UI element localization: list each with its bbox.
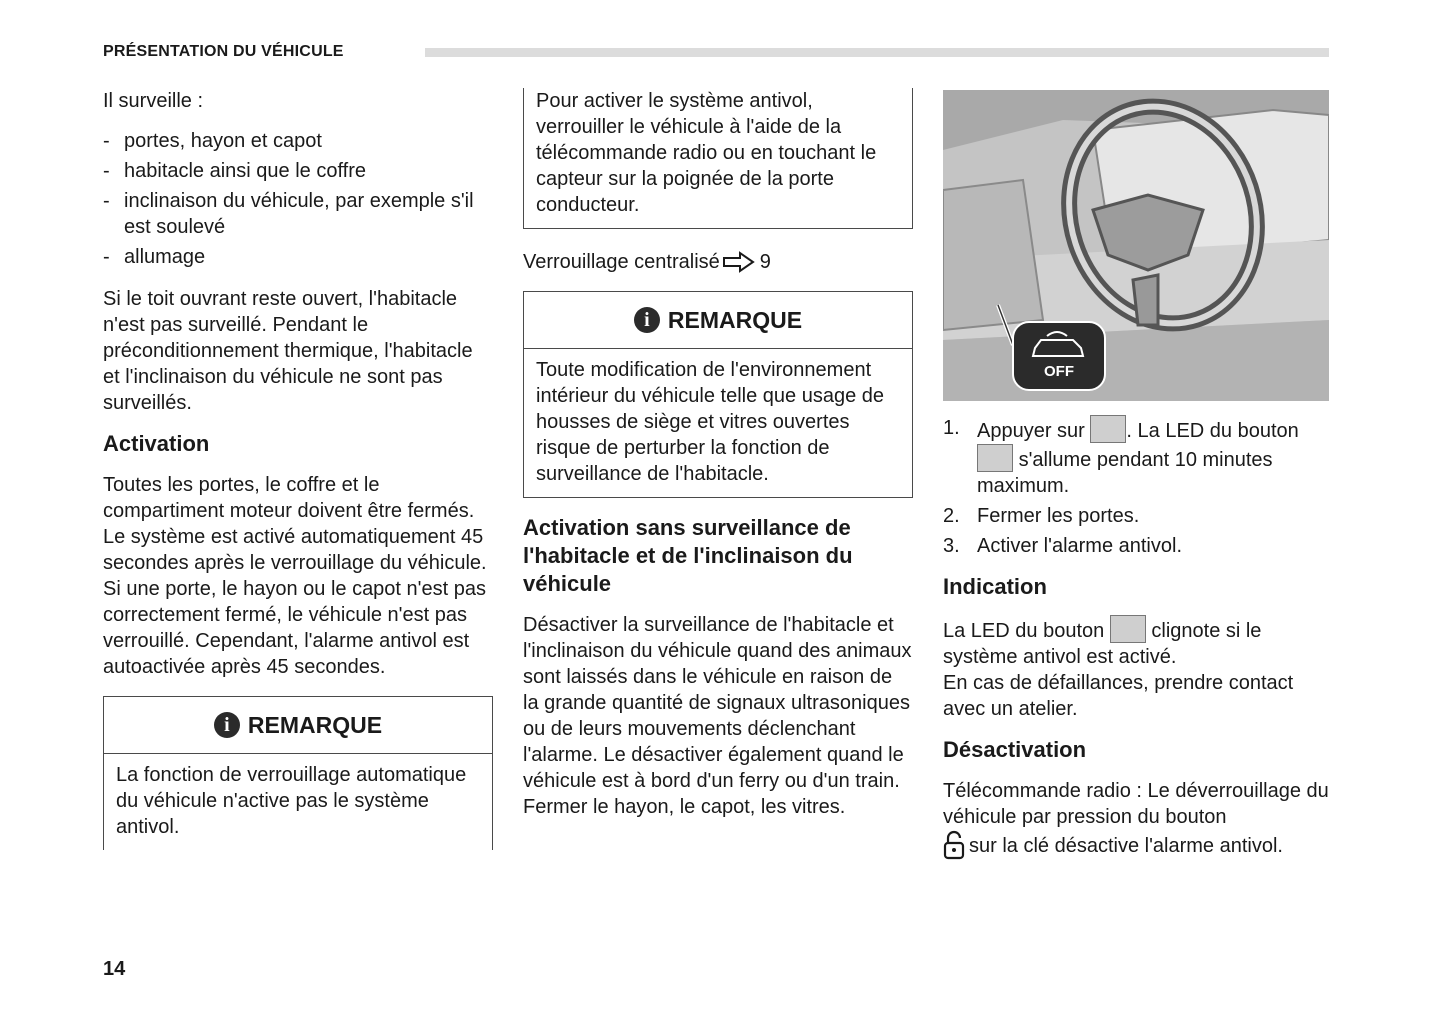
arrow-right-icon [722,250,756,274]
indication-text: La LED du bouton [943,620,1105,642]
indication-text: clignote si le système antivol est activé. [943,620,1262,668]
note-header [104,697,492,754]
column-2 [523,88,913,820]
deactivation-paragraph: Désactiver la surveillance de l'habitacle et l'inclinaison du véhicule quand des animaux sont laissés dans le véhicule en raison de la grande quantité de signaux ultrasoniques ou de leurs mouvements déclenchant l'alarme. Le désactiver également quand le véhicule est à bord d'un ferry ou d'un train. Fermer le hayon, le capot, les vitres. [523,614,912,818]
list-item [943,533,1333,559]
note-body: La fonction de verrouillage automatique du véhicule n'active pas le système antivol. [116,764,467,838]
indication-paragraph [943,615,1333,670]
list-item: - habitacle ainsi que le coffre [103,158,493,184]
dashboard-illustration [943,90,1329,401]
list-item [943,415,1333,499]
deactivation-text: sur la clé désactive l'alarme antivol. [969,835,1283,857]
note-header [524,292,912,349]
note-title: REMARQUE [667,307,803,333]
photo-button-label: OFF [1044,363,1074,380]
note-continued-text: Pour activer le système antivol, verrouiller le véhicule à l'aide de la télécommande radio ou en touchant le capteur sur la poignée de la porte conducteur. [536,90,877,216]
note-box [523,291,913,498]
list-item: - inclinaison du véhicule, par exemple s'il est soulevé [103,188,493,240]
list-item: - portes, hayon et capot [103,128,493,154]
alarm-off-button-icon [1090,415,1126,443]
step-number: 1. [943,417,960,439]
info-icon: i [214,712,240,738]
xref-label: Verrouillage centralisé [523,251,720,273]
step-text: Activer l'alarme antivol. [977,535,1182,557]
step-text: Fermer les portes. [977,505,1140,527]
page-number: 14 [103,958,126,980]
activation-steps [943,415,1333,559]
alarm-off-button-icon [977,444,1013,472]
list-item: - allumage [103,244,493,270]
heading-activation-without-monitoring: Activation sans surveillance de l'habitacle et de l'inclinaison du véhicule [523,515,853,596]
note-box-continued [523,88,913,229]
heading-indication: Indication [943,574,1047,599]
monitored-list [103,128,493,270]
column-1 [103,88,493,850]
step-text: s'allume pendant 10 minutes maximum. [977,449,1273,497]
unlock-icon [943,830,965,860]
info-icon: i [634,307,660,333]
list-item [943,503,1333,529]
heading-activation: Activation [103,431,210,456]
column-3 [943,90,1333,860]
section-title: PRÉSENTATION DU VÉHICULE [103,43,344,60]
note-body: Toute modification de l'environnement intérieur du véhicule telle que usage de housses de siège et vitres ouvertes risque de perturber la fonction de surveillance de l'habitacle. [536,359,885,485]
workshop-paragraph: En cas de défaillances, prendre contact avec un atelier. [943,672,1294,720]
sunroof-paragraph: Si le toit ouvrant reste ouvert, l'habitacle n'est pas surveillé. Pendant le préconditionnement thermique, l'habitacle et l'inclinaison du véhicule ne sont pas surveillés. [103,288,473,414]
step-number: 2. [943,505,960,527]
deactivation-paragraph: Télécommande radio : Le déverrouillage du véhicule par pression du bouton [943,780,1329,828]
deactivation-paragraph-2 [943,830,1333,860]
note-box [103,696,493,850]
cross-reference[interactable] [523,249,913,275]
intro-text: Il surveille : [103,90,204,112]
step-text: . La LED du bouton [1126,420,1299,442]
step-text: Appuyer sur [977,420,1085,442]
xref-page: 9 [759,251,771,273]
header-rule [425,48,1329,57]
note-title: REMARQUE [247,712,383,738]
step-number: 3. [943,535,960,557]
heading-desactivation: Désactivation [943,737,1087,762]
activation-paragraph: Toutes les portes, le coffre et le compartiment moteur doivent être fermés. Le système est activé automatiquement 45 secondes après le verrouillage du véhicule. Si une porte, le hayon ou le capot n'est pas correctement fermé, le véhicule n'est pas verrouillé. Cependant, l'alarme antivol est autoactivée après 45 secondes. [103,474,487,678]
alarm-off-button-icon [1110,615,1146,643]
